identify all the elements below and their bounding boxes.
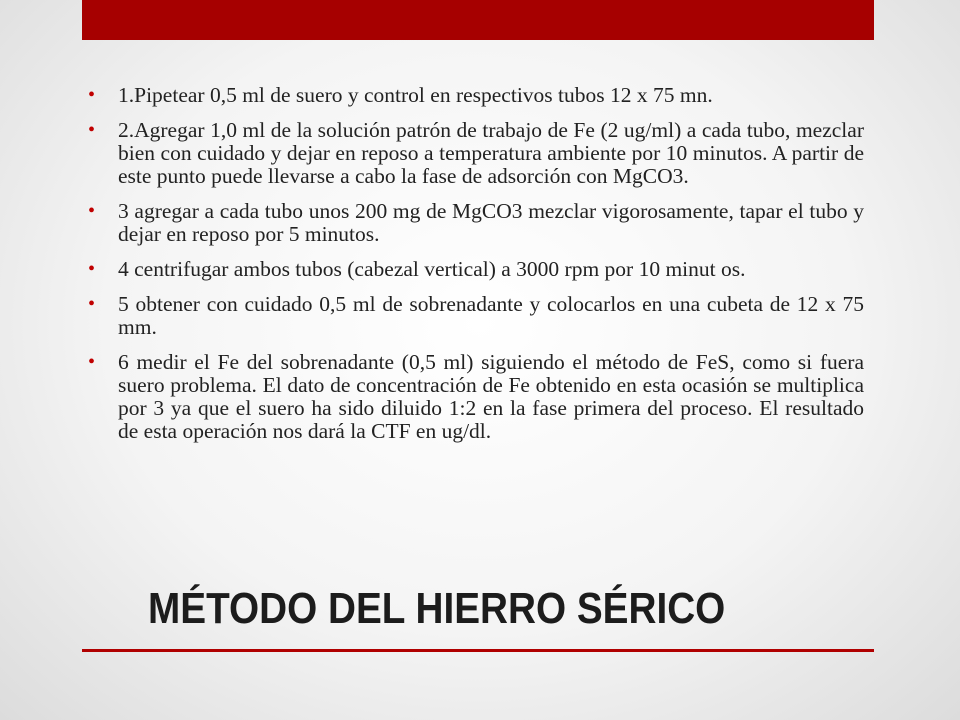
bullet-item-3 [88, 200, 864, 246]
bullet-list [88, 84, 864, 455]
bullet-text: 5 obtener con cuidado 0,5 ml de sobrenadante y colocarlos en una cubeta de 12 x 75 mm. [118, 292, 864, 339]
top-accent-bar [82, 0, 874, 40]
bullet-text: 2.Agregar 1,0 ml de la solución patrón de trabajo de Fe (2 ug/ml) a cada tubo, mezclar bien con cuidado y dejar en reposo a temperatura ambiente por 10 minutos. A partir de este punto puede llevarse a cabo la fase de adsorción con MgCO3. [118, 118, 864, 188]
bullet-marker: • [88, 84, 96, 106]
title-underline [82, 649, 874, 652]
bullet-item-1 [88, 84, 864, 107]
bullet-item-5 [88, 293, 864, 339]
bullet-text: 1.Pipetear 0,5 ml de suero y control en respectivos tubos 12 x 75 mn. [118, 83, 713, 107]
bullet-text: 4 centrifugar ambos tubos (cabezal vertical) a 3000 rpm por 10 minut os. [118, 257, 746, 281]
bullet-marker: • [88, 258, 96, 280]
bullet-item-6 [88, 351, 864, 443]
bullet-item-4 [88, 258, 864, 281]
bullet-text: 6 medir el Fe del sobrenadante (0,5 ml) siguiendo el método de FeS, como si fuera suero problema. El dato de concentración de Fe obtenido en esta ocasión se multiplica por 3 ya que el suero ha sido diluido 1:2 en la fase primera del proceso. El resultado de esta operación nos dará la CTF en ug/dl. [118, 350, 864, 443]
slide-title: MÉTODO DEL HIERRO SÉRICO [148, 584, 726, 633]
bullet-marker: • [88, 293, 96, 315]
bullet-marker: • [88, 119, 96, 141]
bullet-text: 3 agregar a cada tubo unos 200 mg de MgCO3 mezclar vigorosamente, tapar el tubo y dejar en reposo por 5 minutos. [118, 199, 864, 246]
bullet-marker: • [88, 200, 96, 222]
bullet-item-2 [88, 119, 864, 188]
bullet-marker: • [88, 351, 96, 373]
